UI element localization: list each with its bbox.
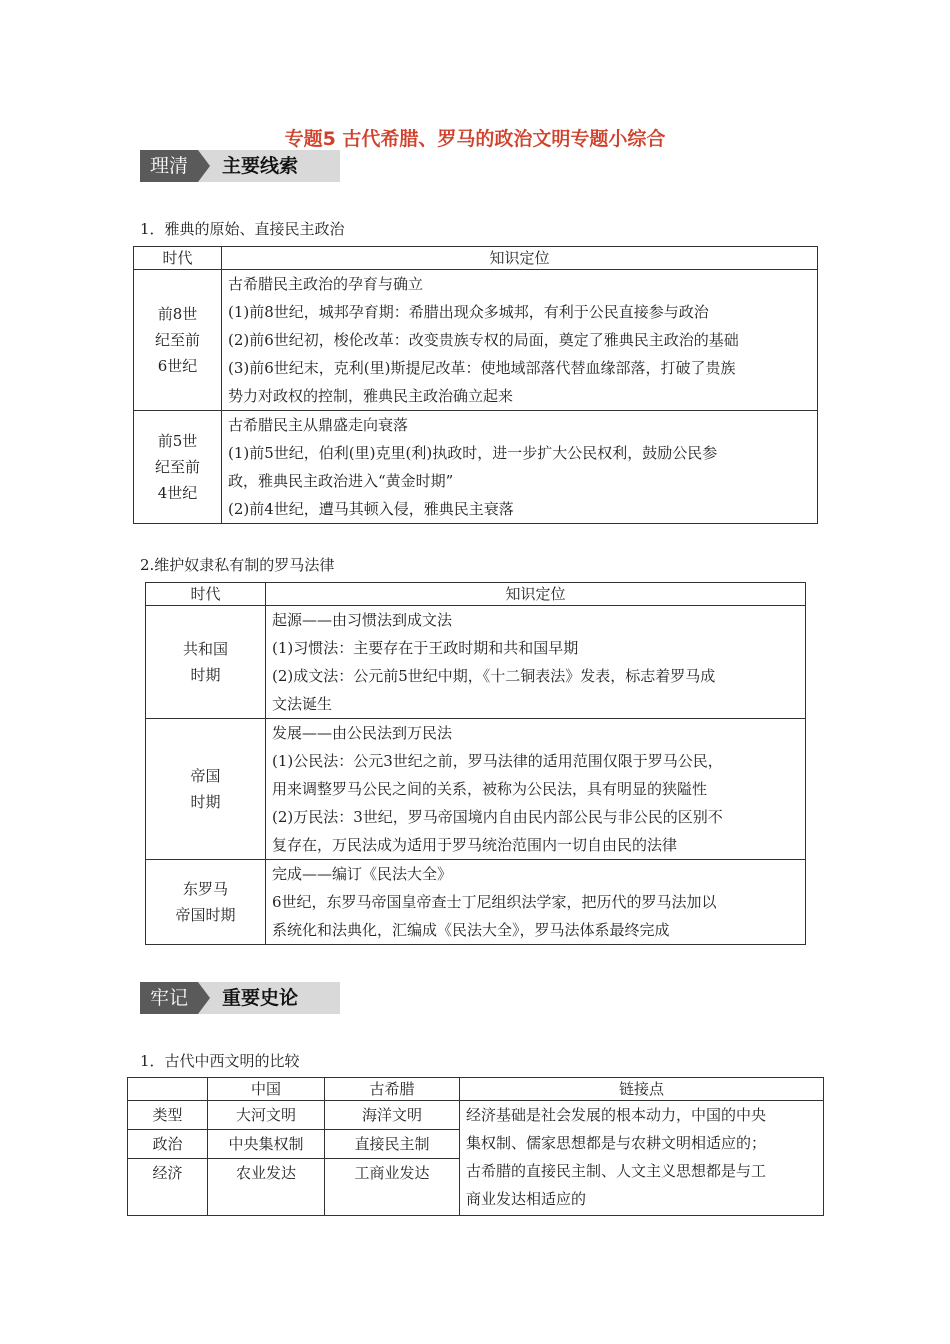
knowledge-cell: 古希腊民主政治的孕育与确立 (1)前8世纪，城邦孕育期：希腊出现众多城邦，有利于公民直接参与政治 (2)前6世纪初，梭伦改革：改变贵族专权的局面，奠定了雅典民主政治的基础 (3)前6世纪末，克利(里)斯提尼改革：使地域部落代替血缘部落，打破了贵族 势力对政权的控制，雅典民主政治确立起来 — [222, 270, 818, 411]
row-label: 政治 — [128, 1130, 208, 1159]
knowledge-cell: 古希腊民主从鼎盛走向衰落 (1)前5世纪，伯利(里)克里(利)执政时，进一步扩大公民权利，鼓励公民参 政，雅典民主政治进入“黄金时期” (2)前4世纪，遭马其顿入侵，雅典民主衰落 — [222, 411, 818, 524]
row-label: 类型 — [128, 1101, 208, 1130]
banner-tag: 理清 — [140, 150, 198, 182]
banner-label: 主要线索 — [222, 155, 299, 177]
banner-tag: 牢记 — [140, 982, 198, 1014]
knowledge-cell: 完成——编订《民法大全》 6世纪，东罗马帝国皇帝查士丁尼组织法学家，把历代的罗马法加以 系统化和法典化，汇编成《民法大全》，罗马法体系最终完成 — [266, 860, 806, 945]
banner-label: 重要史论 — [222, 987, 299, 1009]
china-cell: 大河文明 — [208, 1101, 325, 1130]
era-cell: 共和国 时期 — [146, 606, 266, 719]
section2-heading: 2.维护奴隶私有制的罗马法律 — [140, 556, 335, 574]
banner-arrow-icon — [198, 982, 210, 1014]
era-cell: 帝国 时期 — [146, 719, 266, 860]
section3-heading: 1．古代中西文明的比较 — [140, 1052, 300, 1070]
header-era: 时代 — [146, 583, 266, 606]
page-title: 专题5 古代希腊、罗马的政治文明专题小综合 — [284, 128, 666, 150]
table-row — [128, 1101, 824, 1130]
header-knowledge: 知识定位 — [266, 583, 806, 606]
table-row — [134, 411, 818, 524]
section-banner-key-arguments — [140, 982, 340, 1014]
china-cell: 农业发达 — [208, 1159, 325, 1216]
china-cell: 中央集权制 — [208, 1130, 325, 1159]
roman-law-table — [145, 582, 806, 945]
table-row — [146, 606, 806, 719]
table-row — [146, 860, 806, 945]
banner-arrow-icon — [198, 150, 210, 182]
link-cell: 经济基础是社会发展的根本动力，中国的中央 集权制、儒家思想都是与农耕文明相适应的； 古希腊的直接民主制、人文主义思想都是与工 商业发达相适应的 — [460, 1101, 824, 1216]
era-cell: 东罗马 帝国时期 — [146, 860, 266, 945]
era-cell: 前8世 纪至前 6世纪 — [134, 270, 222, 411]
table-header-row — [146, 583, 806, 606]
knowledge-cell: 发展——由公民法到万民法 (1)公民法：公元3世纪之前，罗马法律的适用范围仅限于罗马公民， 用来调整罗马公民之间的关系，被称为公民法，具有明显的狭隘性 (2)万民法：3世纪，罗马帝国境内自由民内部公民与非公民的区别不 复存在，万民法成为适用于罗马统治范围内一切自由民的法律 — [266, 719, 806, 860]
table-row — [146, 719, 806, 860]
greece-cell: 直接民主制 — [325, 1130, 460, 1159]
athens-democracy-table — [133, 246, 818, 524]
greece-cell: 海洋文明 — [325, 1101, 460, 1130]
header-china: 中国 — [208, 1078, 325, 1101]
table-header-row — [128, 1078, 824, 1101]
greece-cell: 工商业发达 — [325, 1159, 460, 1216]
row-label: 经济 — [128, 1159, 208, 1216]
era-cell: 前5世 纪至前 4世纪 — [134, 411, 222, 524]
civilization-comparison-table — [127, 1077, 824, 1216]
header-era: 时代 — [134, 247, 222, 270]
table-header-row — [134, 247, 818, 270]
knowledge-cell: 起源——由习惯法到成文法 (1)习惯法：主要存在于王政时期和共和国早期 (2)成文法：公元前5世纪中期，《十二铜表法》发表，标志着罗马成 文法诞生 — [266, 606, 806, 719]
section-banner-main-clues — [140, 150, 340, 182]
header-link: 链接点 — [460, 1078, 824, 1101]
header-knowledge: 知识定位 — [222, 247, 818, 270]
header-greece: 古希腊 — [325, 1078, 460, 1101]
table-row — [134, 270, 818, 411]
section1-heading: 1．雅典的原始、直接民主政治 — [140, 220, 345, 238]
header-blank — [128, 1078, 208, 1101]
